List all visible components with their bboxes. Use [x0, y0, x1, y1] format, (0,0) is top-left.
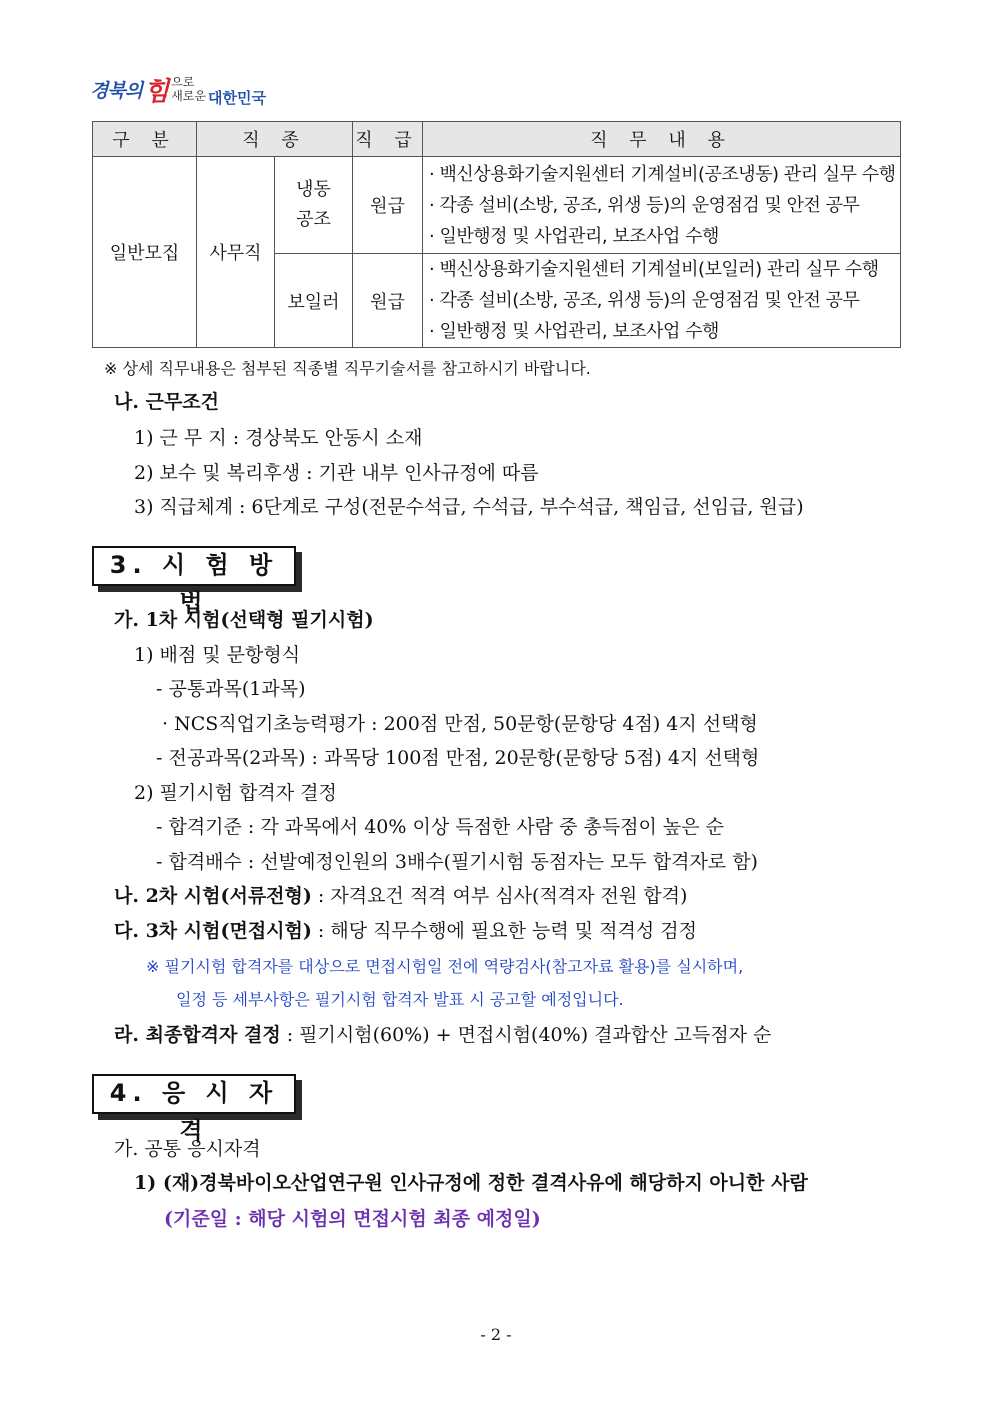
qualification-item-1: 1) (재)경북바이오산업연구원 인사규정에 정한 결격사유에 해당하지 아니한 사람 — [134, 1172, 808, 1194]
duty-line: · 각종 설비(소방, 공조, 위생 등)의 운영점검 및 안전 공무 — [429, 194, 860, 216]
common-qualification-title: 가. 공통 응시자격 — [114, 1138, 261, 1160]
exam-2-title: 나. 2차 시험(서류전형) — [114, 885, 312, 907]
exam-note-line2: 일정 등 세부사항은 필기시험 합격자 발표 시 공고할 예정입니다. — [176, 990, 624, 1009]
duty-line: · 일반행정 및 사업관리, 보조사업 수행 — [429, 321, 719, 342]
section4-title: 4. 응 시 자 격 — [109, 1079, 279, 1145]
exam-3 — [114, 916, 697, 943]
work-item-3: 3) 직급체계 : 6단계로 구성(전문수석급, 수석급, 부수석급, 책임급, 선임급, 원급) — [134, 496, 804, 518]
final-decision — [114, 1020, 771, 1047]
duty-line: · 각종 설비(소방, 공조, 위생 등)의 운영점검 및 안전 공무 — [429, 290, 860, 311]
cell-field-hvac-line1: 냉동 — [296, 179, 331, 200]
duty-line: · 백신상용화기술지원센터 기계설비(보일러) 관리 실무 수행 — [429, 259, 879, 280]
duty-line: · 백신상용화기술지원센터 기계설비(공조냉동) 관리 실무 수행 — [429, 163, 896, 185]
final-decision-desc: : 필기시험(60%) + 면접시험(40%) 결과합산 고득점자 순 — [280, 1024, 772, 1046]
exam-1-scoring: 1) 배점 및 문항형식 — [134, 644, 301, 666]
cell-field-hvac — [275, 157, 353, 254]
exam-1-common: - 공통과목(1과목) — [156, 678, 306, 700]
logo-stack — [171, 75, 206, 103]
exam-2-desc: : 자격요건 적격 여부 심사(적격자 전원 합격) — [311, 885, 688, 907]
gyeongbuk-logo — [90, 70, 266, 108]
cell-duties-1 — [423, 157, 901, 254]
cell-job: 사무직 — [197, 157, 275, 348]
final-decision-title: 라. 최종합격자 결정 — [114, 1024, 281, 1046]
section4-heading — [92, 1074, 302, 1145]
cell-grade-1: 원급 — [353, 157, 423, 254]
work-title: 나. 근무조건 — [114, 391, 219, 413]
exam-1-pass: 2) 필기시험 합격자 결정 — [134, 782, 337, 804]
exam-1-ncs: · NCS직업기초능력평가 : 200점 만점, 50문항(문항당 4점) 4지 선택형 — [162, 713, 758, 735]
qualification-item-1-date: (기준일 : 해당 시험의 면접시험 최종 예정일) — [164, 1208, 541, 1230]
exam-1-major: - 전공과목(2과목) : 과목당 100점 만점, 20문항(문항당 5점) 4지 선택형 — [156, 747, 760, 769]
duty-table — [92, 121, 901, 348]
header-grade: 직 급 — [353, 122, 423, 157]
cell-grade-2: 원급 — [353, 254, 423, 348]
section3-heading — [92, 546, 302, 617]
exam-3-title: 다. 3차 시험(면접시험) — [114, 920, 312, 942]
table-header-row — [93, 122, 901, 157]
table-row — [93, 157, 901, 254]
header-duties: 직 무 내 용 — [423, 122, 901, 157]
exam-3-desc: : 해당 직무수행에 필요한 능력 및 적격성 검정 — [311, 920, 697, 942]
exam-2 — [114, 881, 687, 908]
header-category: 구 분 — [93, 122, 197, 157]
header-job: 직 종 — [197, 122, 353, 157]
work-item-2: 2) 보수 및 복리후생 : 기관 내부 인사규정에 따름 — [134, 462, 539, 484]
exam-1-title: 가. 1차 시험(선택형 필기시험) — [114, 609, 374, 631]
logo-text-3: 으로 — [171, 75, 195, 89]
cell-duties-2 — [423, 254, 901, 348]
cell-field-boiler: 보일러 — [275, 254, 353, 348]
cell-field-hvac-line2: 공조 — [296, 209, 331, 230]
logo-text-1: 경북의 — [90, 79, 143, 102]
work-item-1: 1) 근 무 지 : 경상북도 안동시 소재 — [134, 427, 423, 449]
section3-title: 3. 시 험 방 법 — [109, 551, 279, 617]
duty-line: · 일반행정 및 사업관리, 보조사업 수행 — [429, 225, 719, 247]
logo-text-5: 대한민국 — [207, 89, 266, 107]
exam-1-pass-standard: - 합격기준 : 각 과목에서 40% 이상 득점한 사람 중 총득점이 높은 순 — [156, 816, 725, 838]
exam-1-pass-multiple: - 합격배수 : 선발예정인원의 3배수(필기시험 동점자는 모두 합격자로 함) — [156, 851, 758, 873]
logo-text-2: 힘 — [144, 76, 170, 107]
cell-category: 일반모집 — [93, 157, 197, 348]
page-number: - 2 - — [480, 1325, 512, 1344]
table-note: ※ 상세 직무내용은 첨부된 직종별 직무기술서를 참고하시기 바랍니다. — [104, 359, 591, 378]
logo-text-4: 새로운 — [171, 89, 206, 103]
exam-note-line1: ※ 필기시험 합격자를 대상으로 면접시험일 전에 역량검사(참고자료 활용)를 실시하며, — [146, 957, 744, 976]
